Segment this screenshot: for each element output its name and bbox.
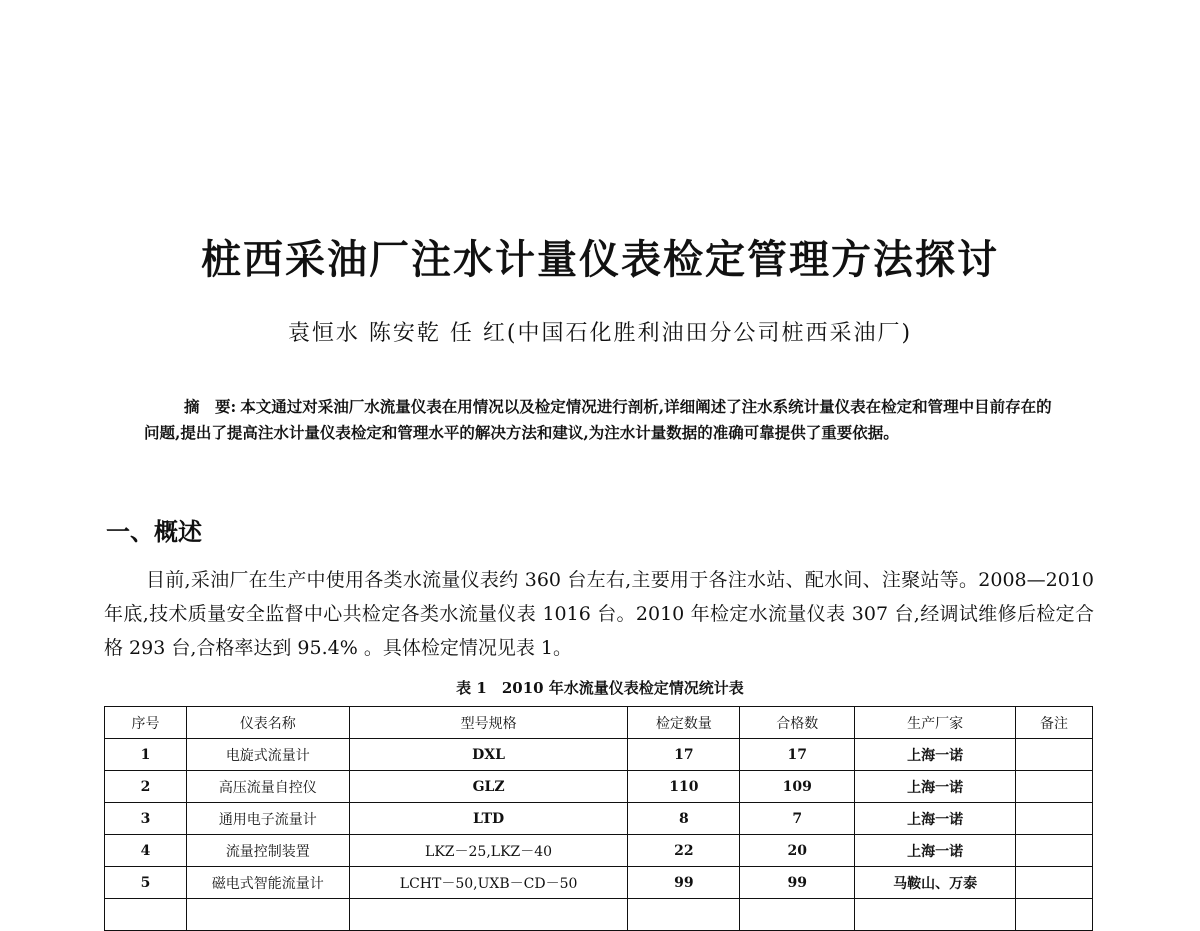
header-model: 型号规格 [349,707,628,739]
cell-seq: 3 [105,803,187,835]
cell-remarks [1016,771,1093,803]
body-paragraph [104,563,1094,665]
cell-inspected-count: 110 [628,771,740,803]
inspection-table [104,706,1093,931]
cell-manufacturer: 上海一诺 [855,771,1016,803]
cell-model: GLZ [349,771,628,803]
header-passed-count: 合格数 [740,707,855,739]
cell-model: LTD [349,803,628,835]
cell-instrument-name: 高压流量自控仪 [186,771,349,803]
cell-seq: 2 [105,771,187,803]
section-heading: 一、概述 [106,518,202,546]
cell-instrument-name: 通用电子流量计 [186,803,349,835]
header-remarks: 备注 [1016,707,1093,739]
cell-passed-count: 99 [740,867,855,899]
cell-model: LKZ－25,LKZ－40 [349,835,628,867]
abstract-text: 本文通过对采油厂水流量仪表在用情况以及检定情况进行剖析,详细阐述了注水系统计量仪表在检定和管理中目前存在的问题,提出了提高注水计量仪表检定和管理水平的解决方法和建议,为注水计量数据的准确可靠提供了重要依据。 [144,397,1052,442]
header-seq: 序号 [105,707,187,739]
body-paragraph-text: 目前,采油厂在生产中使用各类水流量仪表约 360 台左右,主要用于各注水站、配水间、注聚站等。2008—2010 年底,技术质量安全监督中心共检定各类水流量仪表 1016 台。2010 年检定水流量仪表 307 台,经调试维修后检定合格 293 台,合格率达到 95.4% 。具体检定情况见表 1。 [104,569,1094,659]
cell-seq: 1 [105,739,187,771]
cell-model: LCHT－50,UXB－CD－50 [349,867,628,899]
cell-passed-count: 7 [740,803,855,835]
cell-seq: 4 [105,835,187,867]
paper-title: 桩西采油厂注水计量仪表检定管理方法探讨 [201,237,999,283]
header-instrument-name: 仪表名称 [186,707,349,739]
cell-remarks [1016,803,1093,835]
table-row [105,739,1093,771]
cell-instrument-name: 电旋式流量计 [186,739,349,771]
cell-inspected-count: 99 [628,867,740,899]
cell-seq: 5 [105,867,187,899]
cell-manufacturer: 上海一诺 [855,835,1016,867]
cell-manufacturer: 上海一诺 [855,739,1016,771]
table-row [105,771,1093,803]
abstract-label: 摘 要: [184,397,237,416]
cell-instrument-name: 磁电式智能流量计 [186,867,349,899]
table-row [105,835,1093,867]
table-row [105,803,1093,835]
table-caption: 表 1 2010 年水流量仪表检定情况统计表 [456,679,744,697]
abstract [144,394,1054,446]
table-row-partial [105,899,1093,931]
cell-manufacturer: 上海一诺 [855,803,1016,835]
cell-passed-count: 109 [740,771,855,803]
header-manufacturer: 生产厂家 [855,707,1016,739]
cell-instrument-name: 流量控制装置 [186,835,349,867]
cell-remarks [1016,835,1093,867]
table-row [105,867,1093,899]
cell-remarks [1016,739,1093,771]
author-line: 袁恒水 陈安乾 任 红(中国石化胜利油田分公司桩西采油厂) [287,321,913,346]
cell-passed-count: 17 [740,739,855,771]
cell-manufacturer: 马鞍山、万泰 [855,867,1016,899]
cell-remarks [1016,867,1093,899]
cell-passed-count: 20 [740,835,855,867]
cell-inspected-count: 8 [628,803,740,835]
table-header-row [105,707,1093,739]
cell-inspected-count: 17 [628,739,740,771]
cell-model: DXL [349,739,628,771]
header-inspected-count: 检定数量 [628,707,740,739]
cell-inspected-count: 22 [628,835,740,867]
